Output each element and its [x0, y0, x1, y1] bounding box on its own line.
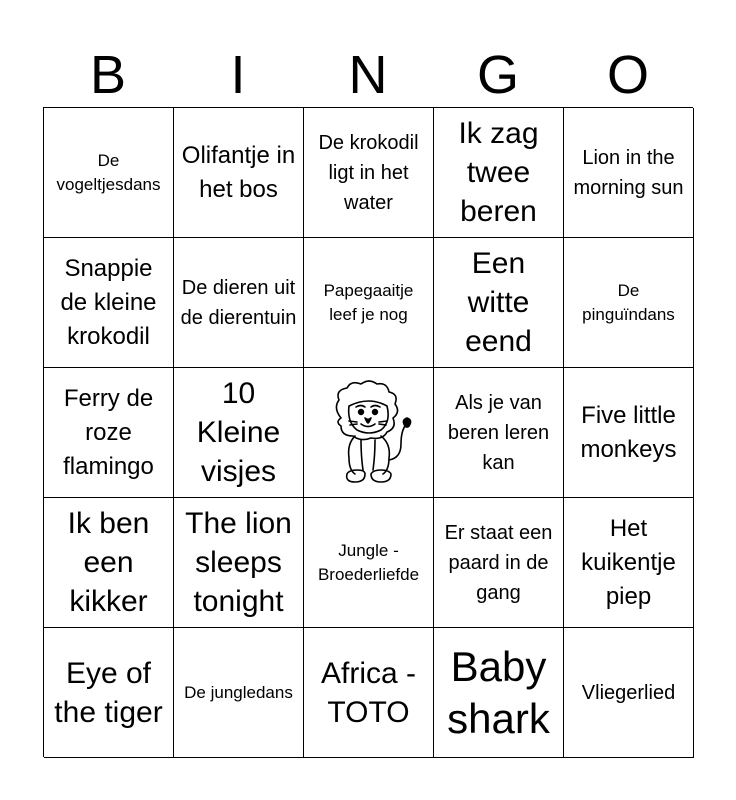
bingo-cell[interactable]: [44, 368, 174, 498]
header-letter-g: G: [476, 45, 519, 105]
bingo-cell[interactable]: [434, 628, 564, 758]
cell-label: Ik ben een kikker: [67, 507, 150, 618]
cell-label: Jungle - Broederliefde: [317, 540, 420, 584]
bingo-cell[interactable]: [564, 628, 694, 758]
header-letter-b: B: [89, 45, 127, 105]
cell-label: Five little monkeys: [580, 401, 677, 463]
cell-label: Als je van beren leren kan: [447, 391, 550, 474]
bingo-header: [43, 42, 693, 108]
cell-label: De vogeltjesdans: [56, 150, 161, 194]
bingo-cell[interactable]: [434, 108, 564, 238]
cell-label: De krokodil ligt in het water: [318, 131, 419, 214]
cell-label: Lion in the morning sun: [573, 146, 684, 199]
bingo-cell[interactable]: [564, 498, 694, 628]
bingo-cell[interactable]: [434, 368, 564, 498]
cell-label: Eye of the tiger: [54, 656, 163, 729]
bingo-cell[interactable]: [174, 108, 304, 238]
cell-label: Er staat een paard in de gang: [444, 521, 553, 604]
bingo-cell[interactable]: [564, 368, 694, 498]
free-space-cell[interactable]: [304, 368, 434, 498]
bingo-cell[interactable]: [434, 238, 564, 368]
cell-label: Africa - TOTO: [320, 656, 416, 729]
cell-label: Olifantje in het bos: [181, 141, 296, 203]
cell-label: Baby shark: [447, 642, 550, 742]
bingo-cell[interactable]: [174, 498, 304, 628]
bingo-cell[interactable]: [44, 628, 174, 758]
bingo-board: [43, 107, 693, 757]
cell-label: Het kuikentje piep: [581, 514, 676, 610]
cell-label: De pinguïndans: [582, 280, 675, 324]
cell-label: Een witte eend: [465, 247, 532, 358]
cell-label: Snappie de kleine krokodil: [60, 254, 157, 350]
cell-label: Ik zag twee beren: [458, 117, 539, 228]
cell-label: The lion sleeps tonight: [185, 507, 292, 618]
bingo-cell[interactable]: [44, 108, 174, 238]
bingo-cell[interactable]: [564, 108, 694, 238]
bingo-cell[interactable]: [44, 238, 174, 368]
cell-label: De dieren uit de dierentuin: [180, 276, 297, 329]
bingo-cell[interactable]: [174, 368, 304, 498]
cell-label: Vliegerlied: [581, 681, 676, 704]
cell-label: De jungledans: [184, 682, 293, 702]
bingo-cell[interactable]: [304, 498, 434, 628]
bingo-cell[interactable]: [434, 498, 564, 628]
bingo-cell[interactable]: [304, 628, 434, 758]
bingo-cell[interactable]: [174, 628, 304, 758]
bingo-cell[interactable]: [44, 498, 174, 628]
lion-icon: [321, 378, 417, 488]
bingo-cell[interactable]: [174, 238, 304, 368]
header-letter-i: I: [230, 45, 246, 105]
cell-label: Ferry de roze flamingo: [63, 384, 154, 480]
header-letter-o: O: [606, 45, 649, 105]
bingo-cell[interactable]: [564, 238, 694, 368]
header-letter-n: N: [348, 45, 388, 105]
cell-label: 10 Kleine visjes: [196, 377, 281, 488]
bingo-cell[interactable]: [304, 238, 434, 368]
cell-label: Papegaaitje leef je nog: [323, 280, 414, 324]
bingo-cell[interactable]: [304, 108, 434, 238]
